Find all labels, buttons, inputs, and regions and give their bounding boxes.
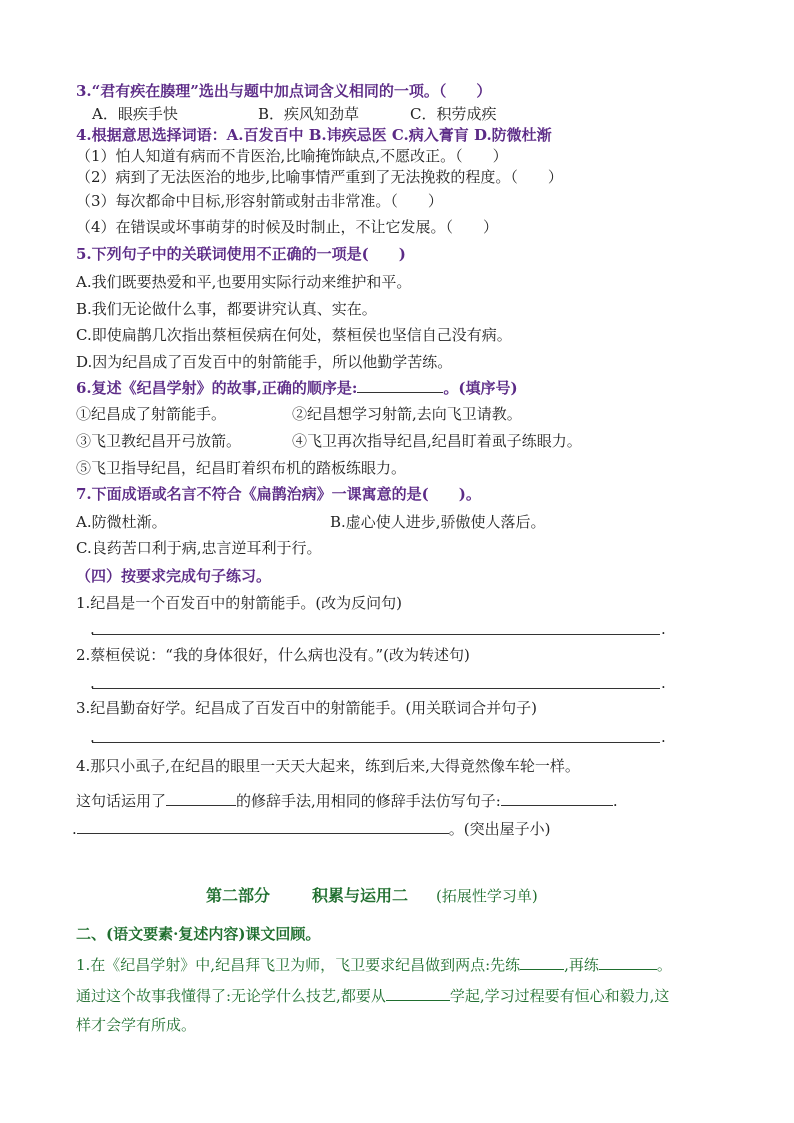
q5-option-b: B.我们无论做什么事，都要讲究认真、实在。 [76,300,377,318]
q4-item-2: （2）病到了无法医治的地步,比喻事情严重到了无法挽救的程度。（ ） [76,168,563,186]
section4-title: （四）按要求完成句子练习。 [76,567,272,585]
s4-item-4-line3-dot: . [72,820,77,838]
q6-answer-blank[interactable] [357,376,443,393]
imitation-answer-blank-1[interactable] [501,789,613,806]
s4-item-1-dot-end: . [661,620,666,638]
q3-option-b: B．疾风知劲草 [258,105,360,123]
q6-stem [76,376,518,399]
s4-item-4-line2 [76,789,618,812]
q6-item-1: ①纪昌成了射箭能手。 [76,405,227,423]
part2-q1-line2-b: 学起,学习过程要有恒心和毅力,这 [449,987,670,1005]
q6-item-4: ④飞卫再次指导纪昌,纪昌盯着虱子练眼力。 [292,432,582,450]
s4-item-2-dot-start: . [90,674,95,692]
q3-option-c: C．积劳成疾 [410,105,497,123]
q4-item-4: （4）在错误或坏事萌芽的时候及时制止，不让它发展。（ ） [76,218,499,236]
q5-option-d: D.因为纪昌成了百发百中的射箭能手，所以他勤学苦练。 [76,353,453,371]
part2-q1-b: ,再练 [564,956,599,974]
q7-option-a: A.防微杜渐。 [76,513,167,531]
practice-blank-2[interactable] [599,953,657,970]
s4-item-1-answer-line[interactable] [92,633,660,635]
imitation-answer-blank-2[interactable] [77,817,449,834]
s4-item-2-dot-end: . [661,674,666,692]
q7-option-c: C.良药苦口利于病,忠言逆耳利于行。 [76,539,322,557]
s4-item-3-answer-line[interactable] [92,741,660,743]
q7-option-b: B.虚心使人进步,骄傲使人落后。 [330,513,546,531]
practice-blank-3[interactable] [386,984,450,1001]
q6-stem-before: 6.复述《纪昌学射》的故事,正确的顺序是: [76,379,358,397]
q4-item-3: （3）每次都命中目标,形容射箭或射击非常准。（ ） [76,192,443,210]
q4-item-1: （1）怕人知道有病而不肯医治,比喻掩饰缺点,不愿改正。（ ） [76,147,508,165]
part2-title-b: 积累与运用二 [312,886,409,905]
part2-q1-line2-a: 通过这个故事我懂得了:无论学什么技艺,都要从 [76,987,386,1005]
q6-stem-after: 。(填序号) [443,379,518,397]
practice-blank-1[interactable] [520,953,564,970]
part2-q1-line3: 样才会学有所成。 [76,1016,197,1034]
part2-q1-c: 。 [656,956,672,974]
s4-item-4-line3-end: 。(突出屋子小) [448,820,551,838]
part2-section-title: 二、(语文要素·复述内容)课文回顾。 [76,925,321,943]
q6-item-2: ②纪昌想学习射箭,去向飞卫请教。 [292,405,522,423]
s4-item-4-line2-a: 这句话运用了 [76,792,167,810]
q3-option-a: A．眼疾手快 [92,105,178,123]
part2-title-a: 第二部分 [206,886,271,905]
s4-item-1-dot-start: . [90,620,95,638]
s4-item-3-dot-start: . [90,728,95,746]
s4-item-2: 2.蔡桓侯说：“我的身体很好，什么病也没有。”(改为转述句) [76,646,470,664]
s4-item-4-line3 [72,817,551,840]
part2-q1-line1 [76,953,672,976]
q5-option-a: A.我们既要热爱和平,也要用实际行动来维护和平。 [76,273,412,291]
part2-q1-line2 [76,984,669,1007]
s4-item-4-line2-b: 的修辞手法,用相同的修辞手法仿写句子: [236,792,501,810]
q5-stem: 5.下列句子中的关联词使用不正确的一项是( ) [76,245,406,263]
q3-stem: 3.“君有疾在腠理”选出与题中加点词含义相同的一项。（ ） [76,82,492,100]
rhetoric-answer-blank[interactable] [166,789,236,806]
q6-item-3: ③飞卫教纪昌开弓放箭。 [76,432,242,450]
s4-item-3: 3.纪昌勤奋好学。纪昌成了百发百中的射箭能手。(用关联词合并句子) [76,699,538,717]
s4-item-4: 4.那只小虱子,在纪昌的眼里一天天大起来，练到后来,大得竟然像车轮一样。 [76,757,580,775]
q6-item-5: ⑤飞卫指导纪昌，纪昌盯着织布机的踏板练眼力。 [76,459,407,477]
part2-q1-a: 1.在《纪昌学射》中,纪昌拜飞卫为师，飞卫要求纪昌做到两点:先练 [76,956,521,974]
s4-item-4-line2-dot: . [612,792,618,810]
s4-item-3-dot-end: . [661,728,666,746]
part2-title-c: (拓展性学习单) [436,887,538,905]
s4-item-1: 1.纪昌是一个百发百中的射箭能手。(改为反问句) [76,594,403,612]
q5-option-c: C.即使扁鹊几次指出蔡桓侯病在何处，蔡桓侯也坚信自己没有病。 [76,326,512,344]
q4-stem: 4.根据意思选择词语：A.百发百中 B.讳疾忌医 C.病入膏肓 D.防微杜渐 [76,126,552,144]
s4-item-2-answer-line[interactable] [92,687,660,689]
q7-stem: 7.下面成语或名言不符合《扁鹊治病》一课寓意的是( )。 [76,485,481,503]
